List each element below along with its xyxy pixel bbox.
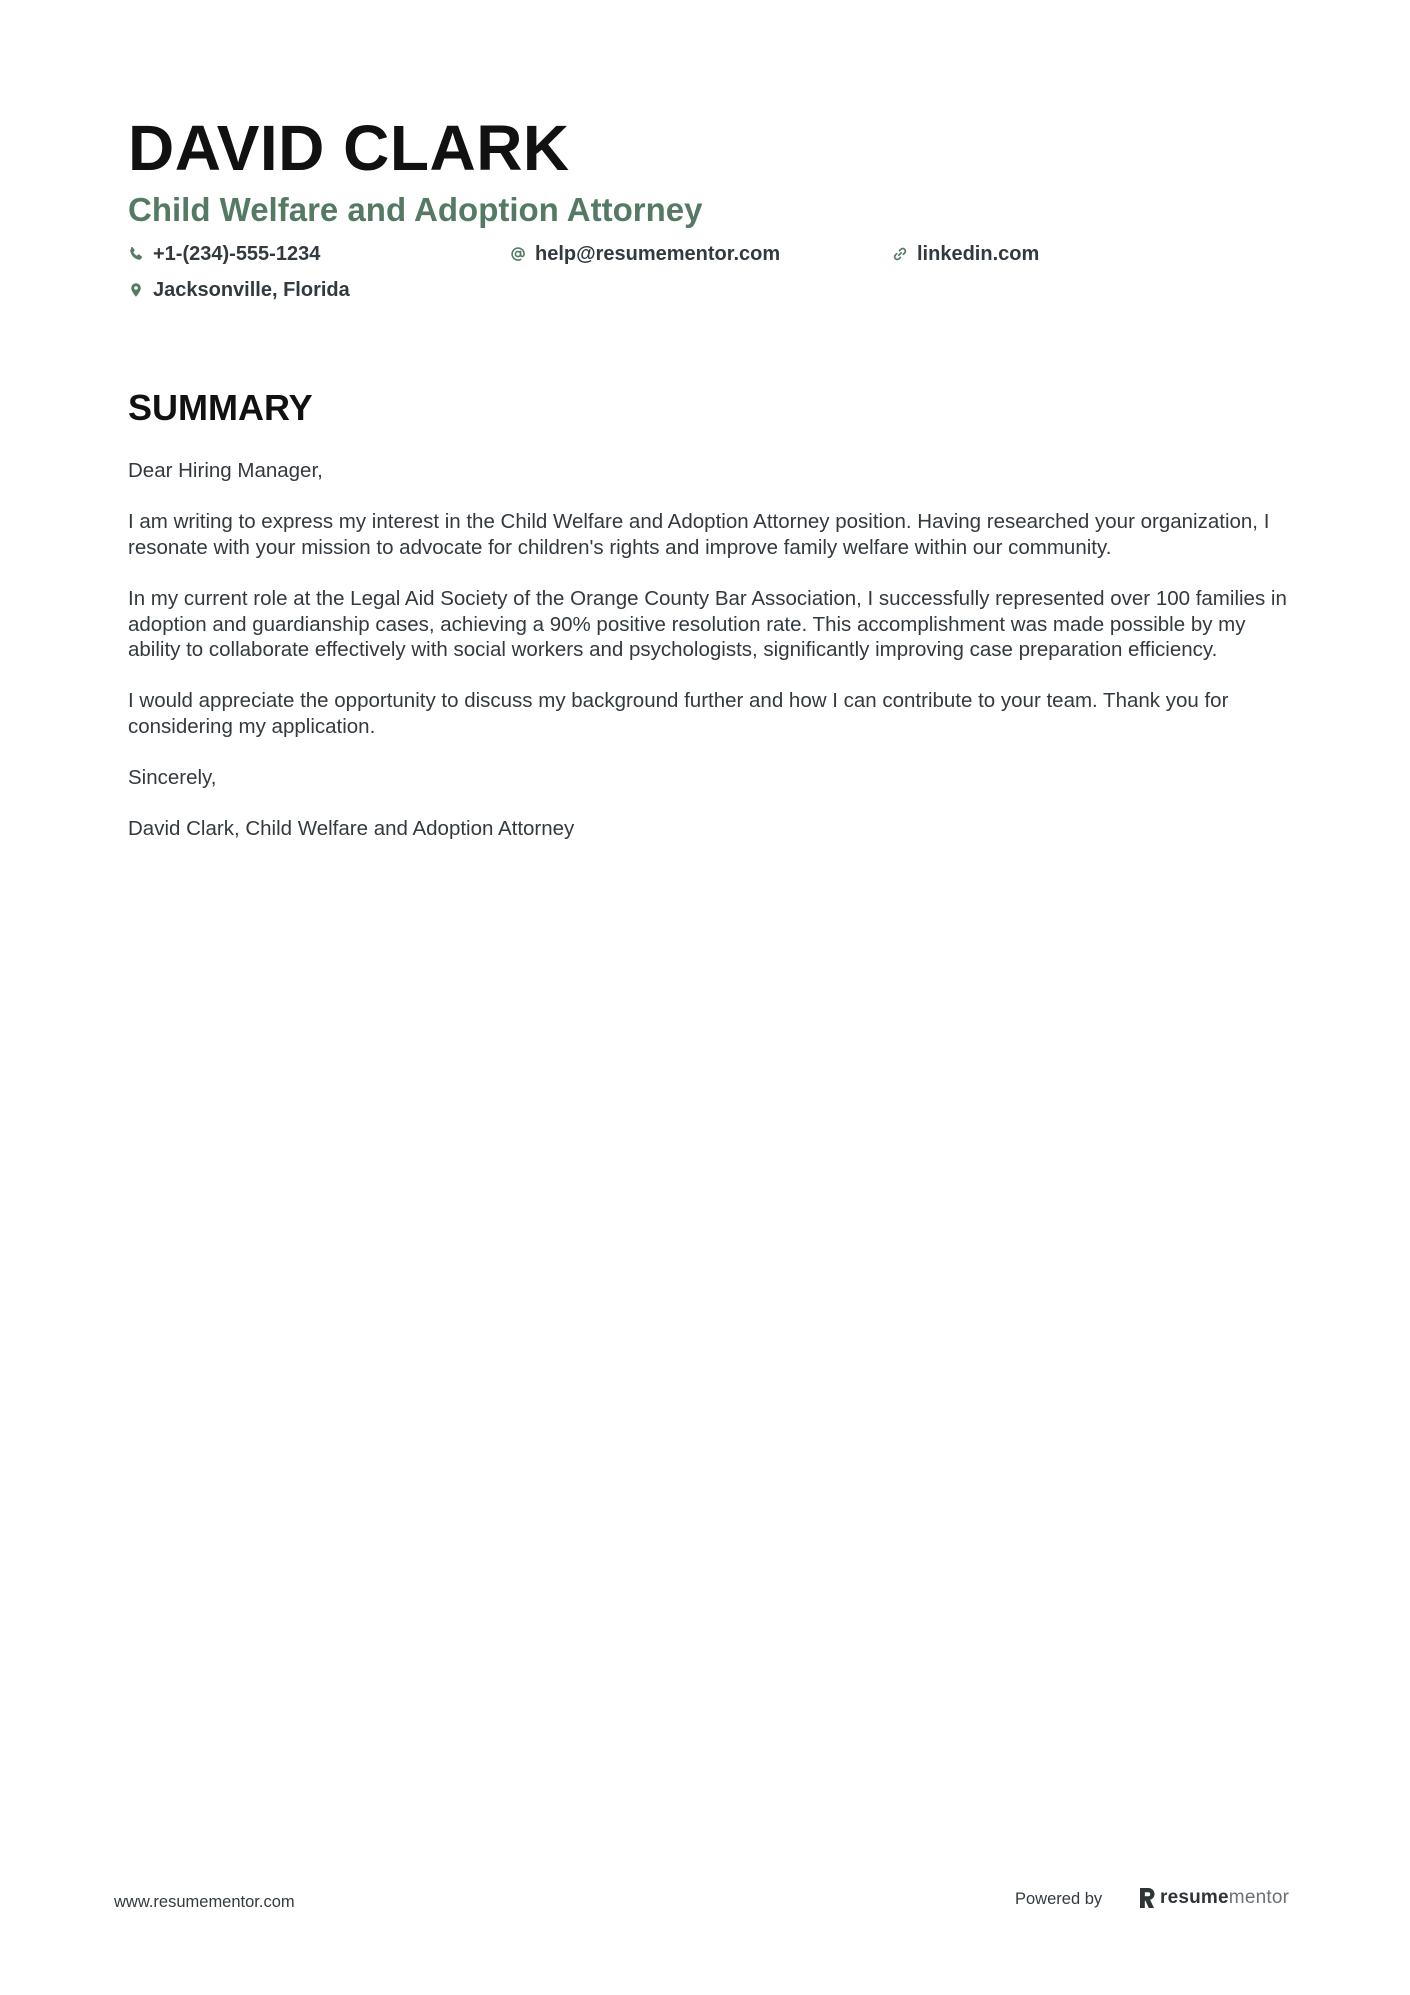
link-icon — [892, 246, 908, 262]
brand-wordmark — [1160, 1887, 1289, 1909]
brand-wordmark-bold: resume — [1160, 1887, 1229, 1908]
at-sign-icon — [510, 246, 526, 262]
job-title: Child Welfare and Adoption Attorney — [128, 191, 703, 228]
linkedin-link[interactable]: linkedin.com — [917, 243, 1040, 265]
phone-icon — [128, 246, 144, 262]
letter-signature: David Clark, Child Welfare and Adoption Attorney — [128, 817, 575, 841]
contact-location — [128, 276, 350, 304]
letter-greeting: Dear Hiring Manager, — [128, 459, 323, 482]
contact-linkedin — [892, 240, 1039, 268]
powered-by-label: Powered by — [1015, 1890, 1103, 1908]
letter-paragraph: In my current role at the Legal Aid Society of the Orange County Bar Association, I successfully represented over 100 families in adoption and guardianship cases, achieving a 90% positive resolution rate. This accomplishment was made possible by my ability to collaborate effectively with social workers and psychologists, significantly improving case preparation efficiency. — [128, 586, 1287, 662]
letter-body — [128, 458, 1288, 868]
contact-phone — [128, 240, 320, 268]
email-address[interactable]: help@resumementor.com — [535, 243, 781, 265]
phone-number: +1-(234)-555-1234 — [153, 243, 321, 265]
location-text: Jacksonville, Florida — [153, 279, 350, 301]
letter-paragraph: I would appreciate the opportunity to discuss my background further and how I can contribute to your team. Thank you for considering my application. — [128, 689, 1229, 738]
section-title-summary: SUMMARY — [128, 387, 313, 428]
letter-closing: Sincerely, — [128, 766, 217, 790]
footer-url[interactable]: www.resumementor.com — [114, 1893, 295, 1911]
brand-wordmark-light: mentor — [1228, 1887, 1290, 1908]
letter-paragraph: I am writing to express my interest in the Child Welfare and Adoption Attorney position. Having researched your organization, I resonate with your mission to advocate for children's rights and improve family welfare within our community. — [128, 510, 1270, 559]
brand-logo[interactable] — [1138, 1883, 1289, 1913]
map-pin-icon — [128, 282, 144, 298]
resumementor-logo-icon — [1138, 1887, 1156, 1909]
candidate-name: DAVID CLARK — [128, 112, 570, 184]
contact-email — [510, 240, 780, 268]
